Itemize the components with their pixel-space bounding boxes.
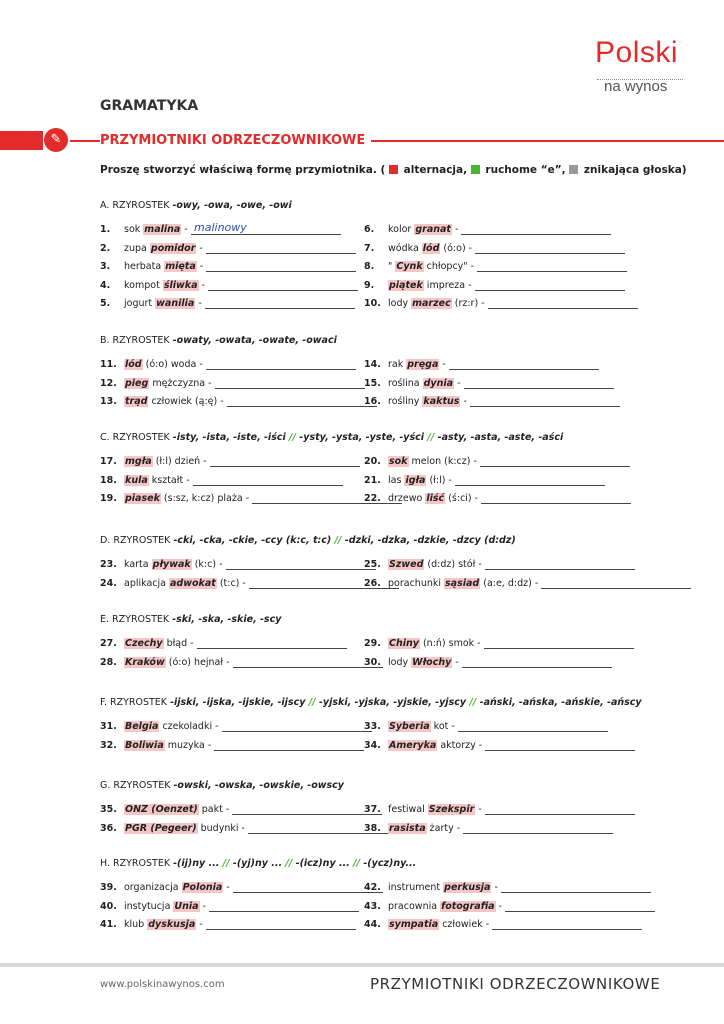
base-noun: piasek: [125, 493, 160, 504]
item-context: (k:c) -: [191, 559, 223, 570]
base-noun: Unia: [174, 900, 199, 912]
item-number: 27.: [100, 638, 117, 649]
section-header: [100, 858, 416, 869]
answer-blank[interactable]: [475, 280, 625, 291]
item-context: budynki -: [197, 822, 245, 834]
answer-blank[interactable]: [208, 280, 358, 291]
item-context: błąd -: [163, 638, 194, 649]
item-number: 35.: [100, 804, 117, 815]
section-header: [100, 697, 642, 708]
base-noun: pieg: [125, 377, 149, 389]
item-context: (n:ń) smok -: [419, 638, 481, 649]
exercise-item: [100, 475, 343, 486]
answer-blank[interactable]: [485, 804, 635, 815]
item-context: -: [196, 242, 203, 254]
item-number: 29.: [364, 638, 381, 649]
base-noun: lód: [422, 242, 440, 254]
item-context: karta: [124, 559, 152, 570]
exercise-item: [364, 493, 631, 504]
exercise-item: [100, 740, 364, 751]
item-context: kształt -: [148, 474, 190, 486]
item-number: 15.: [364, 377, 381, 389]
base-noun: Polonia: [182, 882, 223, 893]
item-number: 10.: [364, 298, 381, 309]
exercise-item: [364, 261, 627, 272]
item-context: (t:c) -: [216, 577, 246, 589]
item-context: zupa: [124, 242, 150, 254]
item-context: żarty -: [426, 822, 461, 834]
base-noun: liść: [426, 493, 445, 504]
item-context: człowiek (ą:ę) -: [148, 396, 224, 407]
item-number: 40.: [100, 900, 117, 912]
item-number: 2.: [100, 242, 111, 254]
exercise-item: [364, 882, 651, 893]
item-context: -: [181, 224, 188, 235]
answer-blank[interactable]: [210, 456, 360, 467]
base-noun: PGR (Pegeer): [125, 822, 197, 834]
base-noun: Boliwia: [125, 739, 164, 751]
item-context: -: [475, 804, 482, 815]
answer-blank[interactable]: [455, 475, 605, 486]
exercise-item: [364, 298, 638, 309]
base-noun: lód: [125, 359, 142, 370]
item-context: (ó:o) woda -: [142, 359, 203, 370]
item-context: -: [439, 359, 446, 370]
answer-blank[interactable]: [481, 493, 631, 504]
item-number: 37.: [364, 804, 381, 815]
base-noun: śliwka: [163, 279, 198, 291]
exercise-item: [364, 919, 642, 930]
base-noun: mgła: [125, 456, 152, 467]
legend-label: ruchome “e”,: [481, 164, 570, 176]
item-number: 26.: [364, 577, 381, 589]
answer-blank[interactable]: [470, 396, 620, 407]
item-number: 1.: [100, 224, 111, 235]
item-context: impreza -: [423, 279, 472, 291]
item-number: 3.: [100, 261, 111, 272]
exercise-item: [100, 359, 356, 370]
item-number: 28.: [100, 656, 117, 668]
item-context: -: [454, 377, 461, 389]
item-number: 23.: [100, 559, 117, 570]
exercise-item: [364, 823, 613, 834]
item-context: -: [223, 882, 230, 893]
item-number: 16.: [364, 396, 381, 407]
exercise-item: [100, 919, 356, 930]
legend: [389, 164, 687, 176]
exercise-item: [364, 359, 599, 370]
answer-blank[interactable]: [233, 882, 383, 893]
base-noun: Syberia: [389, 721, 430, 732]
item-number: 4.: [100, 279, 111, 291]
answer-blank[interactable]: [449, 359, 599, 370]
exercise-item: [364, 740, 635, 751]
base-noun: trąd: [125, 396, 148, 407]
section-label: D. RZYROSTEK: [100, 535, 174, 546]
legend-swatch: [389, 165, 398, 174]
exercise-item: [100, 823, 398, 834]
answer-blank[interactable]: [227, 396, 377, 407]
section-label: F. RZYROSTEK: [100, 697, 171, 708]
instruction: Proszę stworzyć właściwą formę przymiotnika. ( alternacja, ruchome “e”, znikająca głoska): [100, 164, 687, 176]
base-noun: pływak: [152, 559, 191, 570]
base-noun: adwokat: [170, 577, 216, 589]
logo-brand: Polski: [595, 36, 679, 69]
item-context: wódka: [388, 242, 422, 254]
item-context: -: [460, 396, 467, 407]
exercise-item: [364, 396, 620, 407]
answer-blank[interactable]: [232, 804, 382, 815]
answer-blank[interactable]: [480, 456, 630, 467]
base-noun: rasista: [389, 822, 426, 834]
answer-blank[interactable]: [461, 224, 611, 235]
item-context: -: [196, 919, 203, 930]
answer-blank[interactable]: [226, 559, 376, 570]
exercise-item: [100, 721, 372, 732]
item-context: kompot: [124, 279, 163, 291]
item-context: (rz:r) -: [451, 298, 485, 309]
exercise-item: [100, 657, 383, 668]
base-noun: kaktus: [423, 396, 460, 407]
exercise-item: [364, 280, 625, 291]
item-number: 8.: [364, 261, 375, 272]
item-number: 34.: [364, 739, 381, 751]
item-context: muzyka -: [164, 739, 212, 751]
item-number: 22.: [364, 493, 381, 504]
suffix-list: -(ij)ny ... // -(yj)ny ... // -(icz)ny ... // -(ycz)ny...: [173, 858, 417, 869]
item-number: 9.: [364, 279, 375, 291]
base-noun: Włochy: [412, 656, 452, 668]
page-title: GRAMATYKA: [100, 98, 199, 114]
base-noun: dyskusja: [148, 919, 196, 930]
base-noun: sąsiad: [445, 577, 480, 589]
exercise-item: [364, 224, 611, 235]
item-context: -: [495, 900, 503, 912]
item-context: instytucja: [124, 900, 174, 912]
item-number: 20.: [364, 456, 381, 467]
answer-blank[interactable]: [197, 638, 347, 649]
exercise-item: [100, 396, 377, 407]
answer-blank[interactable]: [206, 261, 356, 272]
answer-blank[interactable]: [214, 740, 364, 751]
item-context: mężczyzna -: [149, 377, 212, 389]
item-context: kot -: [430, 721, 455, 732]
item-number: 32.: [100, 739, 117, 751]
exercise-item: [364, 456, 630, 467]
item-number: 33.: [364, 721, 381, 732]
base-noun: Szekspir: [428, 804, 475, 815]
item-context: lody: [388, 298, 412, 309]
footer-url: www.polskinawynos.com: [100, 979, 225, 990]
item-context: człowiek -: [439, 919, 490, 930]
legend-swatch: [569, 165, 578, 174]
item-context: drzewo: [388, 493, 426, 504]
answer-blank[interactable]: [501, 882, 651, 893]
exercise-item: [100, 378, 365, 389]
exercise-item: [364, 901, 655, 912]
exercise-item: [364, 378, 614, 389]
item-number: 38.: [364, 822, 381, 834]
base-noun: Cynk: [396, 261, 423, 272]
answer-blank[interactable]: [462, 657, 612, 668]
exercise-item: [100, 243, 356, 254]
exercise-item: [364, 721, 608, 732]
item-context: sok: [124, 224, 144, 235]
item-context: -: [199, 900, 207, 912]
base-noun: kula: [125, 474, 148, 486]
answer-blank[interactable]: [193, 475, 343, 486]
item-context: -: [451, 224, 459, 235]
section-header: [100, 780, 344, 791]
suffix-list: -owy, -owa, -owe, -owi: [172, 200, 292, 211]
suffix-list: -owski, -owska, -owskie, -owscy: [173, 780, 344, 791]
exercise-item: [364, 578, 691, 589]
legend-swatch: [471, 165, 480, 174]
item-number: 18.: [100, 474, 117, 486]
item-number: 24.: [100, 577, 117, 589]
base-noun: granat: [415, 224, 451, 235]
base-noun: Ameryka: [389, 739, 437, 751]
exercise-item: [100, 804, 382, 815]
answer-blank[interactable]: [458, 721, 608, 732]
item-context: (ś:ci) -: [445, 493, 479, 504]
item-number: 25.: [364, 559, 381, 570]
base-noun: sympatia: [389, 919, 439, 930]
item-context: jogurt: [124, 298, 156, 309]
item-number: 36.: [100, 822, 117, 834]
item-context: czekoladki -: [159, 721, 219, 732]
item-number: 41.: [100, 919, 117, 930]
answer-blank[interactable]: [233, 657, 383, 668]
item-context: -: [491, 882, 498, 893]
item-number: 30.: [364, 656, 381, 668]
section-label: B. RZYROSTEK: [100, 335, 173, 346]
answer-blank[interactable]: [485, 559, 635, 570]
exercise-item: [100, 638, 347, 649]
section-label: H. RZYROSTEK: [100, 858, 174, 869]
answer-blank[interactable]: [209, 901, 359, 912]
item-context: pracownia: [388, 900, 441, 912]
item-context: -: [195, 298, 202, 309]
section-label: C. RZYROSTEK: [100, 432, 173, 443]
answer-blank[interactable]: [477, 261, 627, 272]
instruction-text: Proszę stworzyć właściwą formę przymiotnika.: [100, 164, 377, 176]
suffix-list: -cki, -cka, -ckie, -ccy (k:c, t:c) // -dzki, -dzka, -dzkie, -dzcy (d:dz): [173, 535, 516, 546]
section-band: [0, 131, 43, 150]
section-header: [100, 335, 337, 346]
answer-blank[interactable]: [206, 919, 356, 930]
item-context: rośliny: [388, 396, 423, 407]
base-noun: Czechy: [125, 638, 163, 649]
exercise-item: [100, 901, 359, 912]
base-noun: wanilia: [156, 298, 195, 309]
exercise-item: [100, 493, 402, 504]
answer-blank[interactable]: [205, 298, 355, 309]
exercise-item: [364, 804, 635, 815]
base-noun: pręga: [407, 359, 439, 370]
suffix-list: -ijski, -ijska, -ijskie, -ijscy // -yjski, -yjska, -yjskie, -yjscy // -ański, -ańska, -ańskie, -ańscy: [170, 697, 642, 708]
base-noun: marzec: [412, 298, 451, 309]
section-title: PRZYMIOTNIKI ODRZECZOWNIKOWE: [100, 133, 371, 148]
logo-subtitle: na wynos: [604, 78, 668, 95]
base-noun: mięta: [165, 261, 196, 272]
item-context: melon (k:cz) -: [408, 456, 477, 467]
exercise-item: [364, 559, 635, 570]
legend-label: alternacja,: [399, 164, 471, 176]
item-number: 7.: [364, 242, 375, 254]
item-context: (d:dz) stół -: [424, 559, 482, 570]
section-label: A. RZYROSTEK: [100, 200, 173, 211]
item-context: organizacja: [124, 882, 182, 893]
exercise-item: [100, 578, 399, 589]
base-noun: fotografia: [441, 900, 495, 912]
item-number: 44.: [364, 919, 381, 930]
item-context: porachunki: [388, 577, 445, 589]
item-context: (ó:o) -: [440, 242, 473, 254]
item-context: -: [198, 279, 205, 291]
answer-blank[interactable]: [484, 638, 634, 649]
item-context: festiwal: [388, 804, 428, 815]
example-answer: malinowy: [194, 221, 247, 234]
item-context: ": [388, 261, 396, 272]
section-header: [100, 200, 292, 211]
base-noun: igła: [405, 474, 426, 486]
exercise-item: [364, 657, 612, 668]
base-noun: Kraków: [125, 656, 165, 668]
legend-label: znikająca głoska): [580, 164, 687, 176]
answer-blank[interactable]: [206, 359, 356, 370]
base-noun: piątek: [389, 279, 423, 291]
item-context: -: [452, 656, 459, 668]
base-noun: Szwed: [389, 559, 424, 570]
item-number: 39.: [100, 882, 117, 893]
section-header: [100, 535, 516, 546]
answer-blank[interactable]: [464, 378, 614, 389]
section-header: [100, 614, 281, 625]
item-context: herbata: [124, 261, 165, 272]
base-noun: malina: [144, 224, 181, 235]
answer-blank[interactable]: [463, 823, 613, 834]
answer-blank[interactable]: [206, 243, 356, 254]
item-number: 17.: [100, 456, 117, 467]
exercise-item: [100, 261, 356, 272]
base-noun: dynia: [423, 377, 454, 389]
answer-blank[interactable]: [505, 901, 655, 912]
item-number: 12.: [100, 377, 117, 389]
exercise-item: [100, 882, 383, 893]
item-context: roślina: [388, 377, 423, 389]
item-number: 42.: [364, 882, 381, 893]
section-header: [100, 432, 563, 443]
footer-title: PRZYMIOTNIKI ODRZECZOWNIKOWE: [370, 975, 661, 993]
item-number: 11.: [100, 359, 117, 370]
answer-blank[interactable]: [222, 721, 372, 732]
base-noun: Belgia: [125, 721, 159, 732]
base-noun: ONZ (Oenzet): [125, 804, 198, 815]
exercise-item: [100, 456, 360, 467]
item-context: las: [388, 474, 405, 486]
item-context: rak: [388, 359, 407, 370]
exercise-item: [100, 280, 358, 291]
item-context: (a:e, d:dz) -: [480, 577, 539, 589]
answer-blank[interactable]: [215, 378, 365, 389]
item-number: 5.: [100, 298, 111, 309]
item-context: klub: [124, 919, 148, 930]
grammar-icon: ✎: [44, 128, 68, 152]
item-number: 14.: [364, 359, 381, 370]
item-context: (ł:l) -: [426, 474, 452, 486]
item-context: (s:sz, k:cz) plaża -: [160, 493, 250, 504]
base-noun: pomidor: [150, 242, 196, 254]
exercise-item: [100, 224, 341, 235]
answer-blank[interactable]: [485, 740, 635, 751]
exercise-item: [364, 638, 634, 649]
base-noun: Chiny: [389, 638, 419, 649]
item-context: aplikacja: [124, 577, 169, 589]
item-context: instrument: [388, 882, 444, 893]
suffix-list: -owaty, -owata, -owate, -owaci: [172, 335, 337, 346]
section-label: E. RZYROSTEK: [100, 614, 173, 625]
item-number: 6.: [364, 224, 375, 235]
suffix-list: -isty, -ista, -iste, -iści // -ysty, -ysta, -yste, -yści // -asty, -asta, -aste, -aści: [172, 432, 564, 443]
item-context: (ó:o) hejnał -: [165, 656, 230, 668]
exercise-item: [100, 559, 376, 570]
suffix-list: -ski, -ska, -skie, -scy: [172, 614, 282, 625]
item-context: -: [196, 261, 204, 272]
item-number: 31.: [100, 721, 117, 732]
exercise-item: [100, 298, 355, 309]
item-context: (ł:l) dzień -: [152, 456, 207, 467]
base-noun: perkusja: [444, 882, 491, 893]
item-context: lody: [388, 656, 412, 668]
footer-band: [0, 963, 724, 967]
item-context: chłopcy" -: [423, 261, 475, 272]
item-number: 13.: [100, 396, 117, 407]
answer-blank[interactable]: [191, 224, 341, 235]
answer-blank[interactable]: [488, 298, 638, 309]
item-context: aktorzy -: [437, 739, 483, 751]
answer-blank[interactable]: [541, 578, 691, 589]
answer-blank[interactable]: [492, 919, 642, 930]
answer-blank[interactable]: [475, 243, 625, 254]
base-noun: sok: [389, 456, 408, 467]
exercise-item: [364, 243, 625, 254]
exercise-item: [364, 475, 605, 486]
item-number: 21.: [364, 474, 381, 486]
item-context: pakt -: [198, 804, 230, 815]
item-number: 43.: [364, 900, 381, 912]
item-context: kolor: [388, 224, 415, 235]
item-number: 19.: [100, 493, 117, 504]
section-label: G. RZYROSTEK: [100, 780, 174, 791]
